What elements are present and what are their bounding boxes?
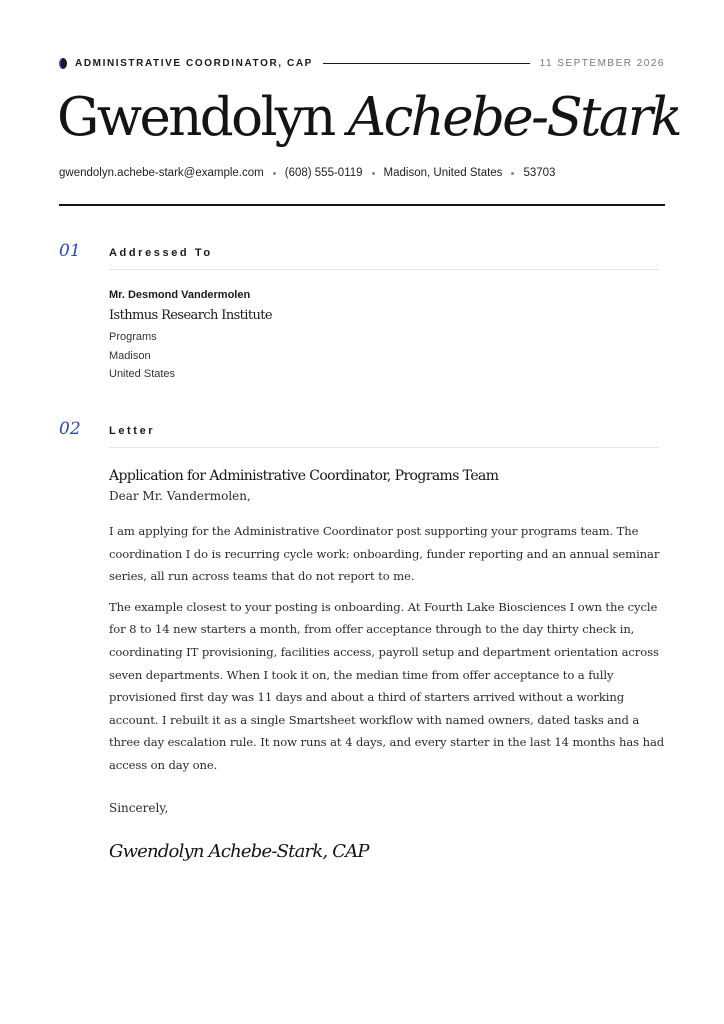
contact-row [59,167,555,179]
contact-email[interactable]: gwendolyn.achebe-stark@example.com [59,167,264,179]
contact-postal-code: 53703 [523,167,556,179]
first-name: Gwendolyn [57,87,334,148]
addressee-block [109,289,629,384]
cover-letter-page [57,0,681,1024]
header-divider-line [323,63,530,64]
addressee-name: Mr. Desmond Vandermolen [109,289,251,301]
applicant-name [57,86,680,150]
letter-date: 11 SEPTEMBER 2026 [539,57,665,69]
header-rule [59,204,665,206]
letter-paragraph: The example closest to your posting is onboarding. At Fourth Lake Biosciences I own the cycle for 8 to 14 new starters a month, from offer acceptance through to the day thirty check in, coordinating IT provisioning, facilities access, payroll setup and department orientation across seven departments. When I took it on, the median time from offer acceptance to a fully provisioned first day was 11 days and about a third of starters arrived without a working account. I rebuilt it as a single Smartsheet workflow with named owners, dated tasks and a three day escalation rule. It now runs at 4 days, and every starter in the last 14 months has had access on day one. [109,599,665,772]
contact-phone[interactable]: (608) 555-0119 [284,167,363,179]
addressee-department: Programs [109,331,157,343]
contact-location: Madison, United States [383,167,503,179]
section-number-letter: 02 [59,419,81,439]
separator-dot-icon [372,172,375,175]
section-divider [109,269,659,270]
addressee-country: United States [109,368,176,380]
section-number-addressee: 01 [59,241,81,261]
letter-signature: Gwendolyn Achebe-Stark, CAP [109,840,369,862]
section-title-addressee: Addressed To [109,247,213,259]
addressee-organization: Isthmus Research Institute [109,308,272,323]
letter-salutation: Dear Mr. Vandermolen, [109,489,251,503]
section-title-letter: Letter [109,425,156,437]
letter-body [109,466,665,862]
job-title: ADMINISTRATIVE COORDINATOR, CAP [75,57,313,69]
letter-closing: Sincerely, [109,800,169,815]
separator-dot-icon [511,172,514,175]
section-divider [109,447,659,448]
letter-paragraph: I am applying for the Administrative Coordinator post supporting your programs team. The coordination I do is recurring cycle work: onboarding, funder reporting and an annual seminar series, all run across teams that do not report to me. [109,524,660,584]
last-name: Achebe-Stark [347,87,681,148]
addressee-city: Madison [109,349,151,362]
letter-subject: Application for Administrative Coordinator, Programs Team [109,468,499,484]
header-meta-row [59,55,665,71]
bullet-icon [59,58,67,69]
separator-dot-icon [273,172,276,175]
